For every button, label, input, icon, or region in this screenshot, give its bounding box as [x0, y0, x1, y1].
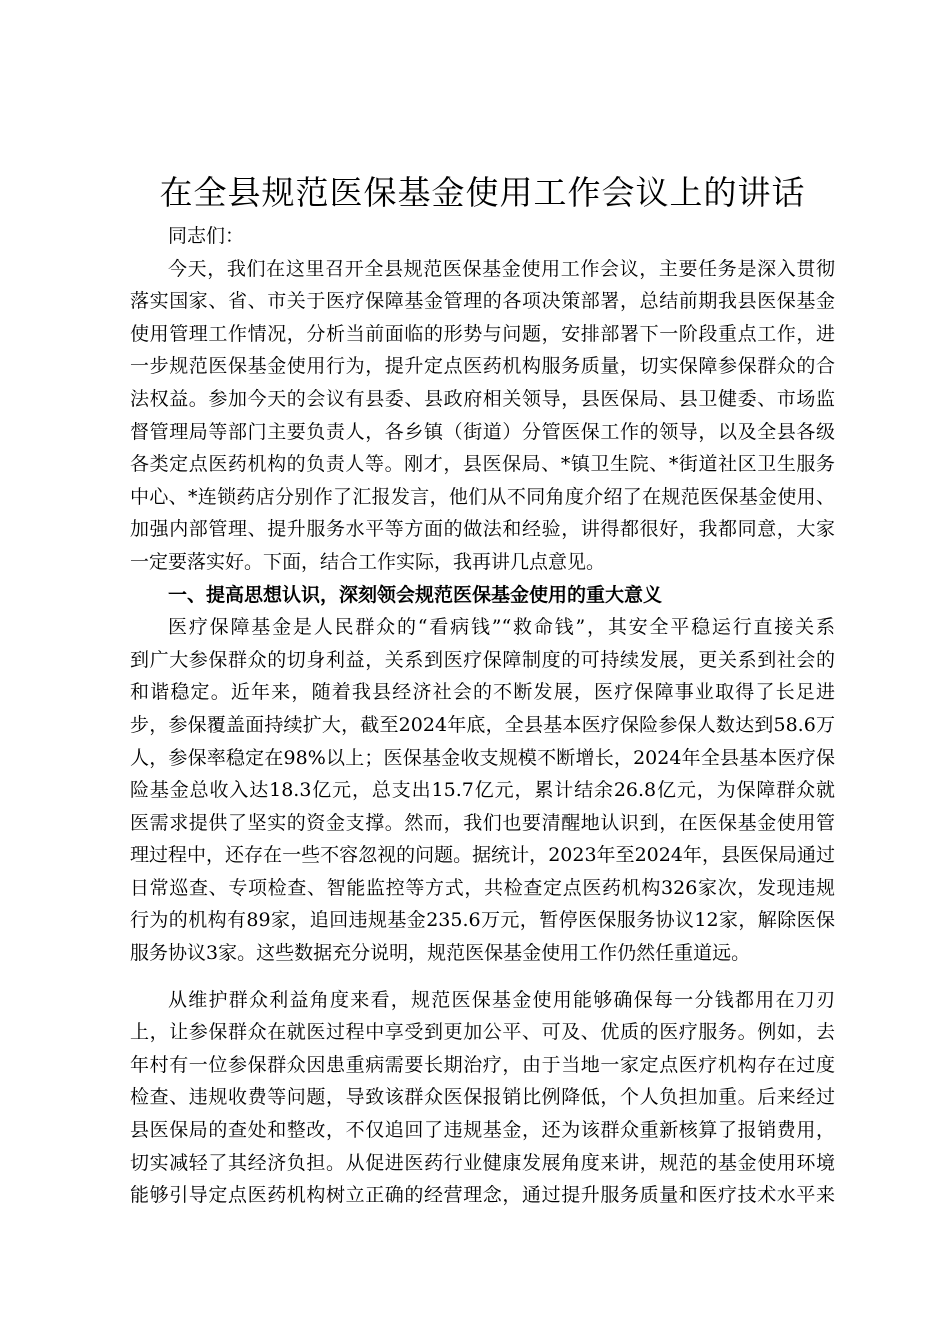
paragraph-line: 医疗保障基金是人民群众的“看病钱”“救命钱”，其安全平稳运行直接关系	[168, 616, 835, 639]
paragraph-line: 人，参保率稳定在98%以上；医保基金收支规模不断增长，2024年全县基本医疗保	[130, 746, 835, 769]
paragraph-line: 使用管理工作情况，分析当前面临的形势与问题，安排部署下一阶段重点工作，进	[130, 322, 835, 345]
section-heading: 一、提高思想认识，深刻领会规范医保基金使用的重大意义	[168, 583, 663, 606]
paragraph-line: 加强内部管理、提升服务水平等方面的做法和经验，讲得都很好，我都同意，大家	[130, 518, 835, 541]
paragraph-line: 检查、违规收费等问题，导致该群众医保报销比例降低，个人负担加重。后来经过	[130, 1086, 835, 1109]
paragraph-line: 各类定点医药机构的负责人等。刚才，县医保局、*镇卫生院、*街道社区卫生服务	[130, 453, 835, 476]
paragraph-line: 督管理局等部门主要负责人，各乡镇（街道）分管医保工作的领导，以及全县各级	[130, 420, 835, 443]
paragraph-line: 法权益。参加今天的会议有县委、县政府相关领导，县医保局、县卫健委、市场监	[130, 387, 835, 410]
paragraph-line: 医需求提供了坚实的资金支撑。然而，我们也要清醒地认识到，在医保基金使用管	[130, 811, 835, 834]
paragraph-line: 今天，我们在这里召开全县规范医保基金使用工作会议，主要任务是深入贯彻	[168, 257, 835, 280]
paragraph-line: 年村有一位参保群众因患重病需要长期治疗，由于当地一家定点医疗机构存在过度	[130, 1053, 835, 1076]
paragraph-line: 上，让参保群众在就医过程中享受到更加公平、可及、优质的医疗服务。例如，去	[130, 1021, 835, 1044]
document-body	[130, 220, 835, 1212]
salutation: 同志们：	[168, 225, 245, 247]
paragraph-line: 和谐稳定。近年来，随着我县经济社会的不断发展，医疗保障事业取得了长足进	[130, 681, 835, 704]
paragraph-spacing	[130, 970, 835, 984]
paragraph-line: 行为的机构有89家，追回违规基金235.6万元，暂停医保服务协议12家，解除医保	[130, 909, 835, 932]
paragraph-line: 到广大参保群众的切身利益，关系到医疗保障制度的可持续发展，更关系到社会的	[130, 648, 835, 671]
paragraph-line: 步，参保覆盖面持续扩大，截至2024年底，全县基本医疗保险参保人数达到58.6万	[130, 713, 835, 736]
paragraph-line: 从维护群众利益角度来看，规范医保基金使用能够确保每一分钱都用在刀刃	[168, 988, 835, 1011]
paragraph-line: 能够引导定点医药机构树立正确的经营理念，通过提升服务质量和医疗技术水平来	[130, 1184, 835, 1207]
paragraph-interests	[130, 984, 835, 1212]
paragraph-line: 县医保局的查处和整改，不仅追回了违规基金，还为该群众重新核算了报销费用，	[130, 1119, 835, 1142]
paragraph-line: 切实减轻了其经济负担。从促进医药行业健康发展角度来讲，规范的基金使用环境	[130, 1151, 835, 1174]
paragraph-line: 中心、*连锁药店分别作了汇报发言，他们从不同角度介绍了在规范医保基金使用、	[130, 485, 835, 508]
paragraph-line: 日常巡查、专项检查、智能监控等方式，共检查定点医药机构326家次，发现违规	[130, 876, 835, 899]
paragraph-line: 一步规范医保基金使用行为，提升定点医药机构服务质量，切实保障参保群众的合	[130, 355, 835, 378]
paragraph-line: 一定要落实好。下面，结合工作实际，我再讲几点意见。	[130, 550, 606, 573]
paragraph-significance	[130, 611, 835, 970]
paragraph-line: 服务协议3家。这些数据充分说明，规范医保基金使用工作仍然任重道远。	[130, 942, 751, 965]
paragraph-line: 理过程中，还存在一些不容忽视的问题。据统计，2023年至2024年，县医保局通过	[130, 844, 835, 867]
paragraph-opening	[130, 253, 835, 579]
paragraph-line: 险基金总收入达18.3亿元，总支出15.7亿元，累计结余26.8亿元，为保障群众就	[130, 779, 835, 802]
document-title: 在全县规范医保基金使用工作会议上的讲话	[159, 173, 806, 212]
paragraph-line: 落实国家、省、市关于医疗保障基金管理的各项决策部署，总结前期我县医保基金	[130, 290, 835, 313]
